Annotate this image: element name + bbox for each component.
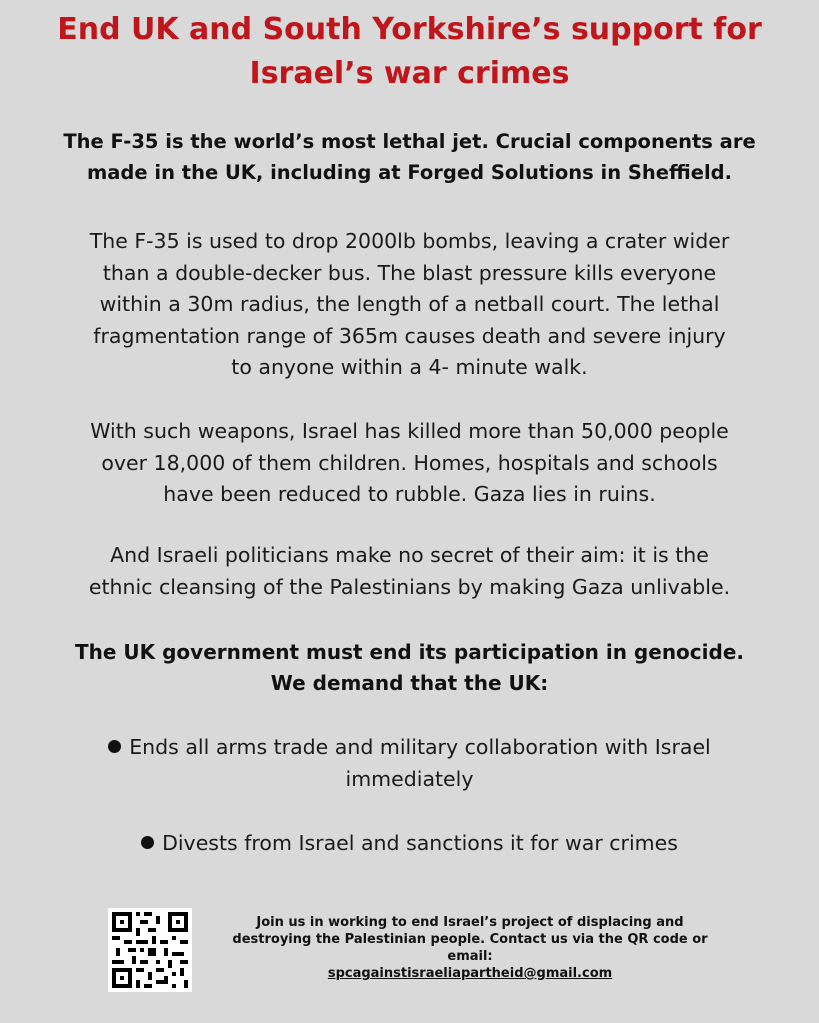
- lead-statement: [40, 126, 779, 188]
- bullet-text: Divests from Israel and sanctions it for war crimes: [162, 831, 678, 855]
- contact-email-link[interactable]: spcagainstisraeliapartheid@gmail.com: [327, 966, 613, 981]
- title-line-1: End UK and South Yorkshire’s support for: [57, 12, 762, 47]
- qr-code-graphic: [108, 908, 192, 992]
- paragraph-f35: [40, 226, 779, 384]
- lead-line-2: made in the UK, including at Forged Solutions in Sheffield.: [86, 161, 733, 184]
- demand-bullet-divest: [40, 828, 779, 860]
- qr-code-icon[interactable]: [108, 908, 192, 992]
- demand-line-2: We demand that the UK:: [270, 671, 549, 695]
- paragraph-line: And Israeli politicians make no secret of their aim: it is the: [110, 543, 709, 567]
- paragraph-line: With such weapons, Israel has killed more than 50,000 people: [90, 419, 729, 443]
- footer-line-2: destroying the Palestinian people. Contact us via the QR code or: [232, 932, 708, 947]
- paragraph-line: The F-35 is used to drop 2000lb bombs, leaving a crater wider: [89, 229, 730, 253]
- demand-heading: [40, 637, 779, 699]
- paragraph-line: to anyone within a 4- minute walk.: [231, 355, 588, 379]
- contact-footer: [210, 914, 730, 982]
- bullet-dot-icon: [108, 740, 121, 753]
- paragraph-line: have been reduced to rubble. Gaza lies in ruins.: [163, 482, 656, 506]
- paragraph-line: within a 30m radius, the length of a netball court. The lethal: [99, 292, 720, 316]
- paragraph-aim: [40, 540, 779, 603]
- footer-line-1: Join us in working to end Israel’s project of displacing and: [256, 915, 684, 930]
- footer-line-3: email:: [447, 949, 493, 964]
- demand-bullet-arms: [40, 732, 779, 795]
- lead-line-1: The F-35 is the world’s most lethal jet. Crucial components are: [63, 130, 756, 153]
- paragraph-line: over 18,000 of them children. Homes, hospitals and schools: [101, 450, 718, 475]
- demand-line-1: The UK government must end its participation in genocide.: [75, 640, 744, 664]
- bullet-dot-icon: [141, 836, 154, 849]
- poster-title: [40, 8, 779, 96]
- paragraph-line: than a double-decker bus. The blast pressure kills everyone: [102, 260, 717, 285]
- paragraph-line: fragmentation range of 365m causes death and severe injury: [93, 323, 726, 348]
- paragraph-casualties: [40, 416, 779, 511]
- title-line-2: Israel’s war crimes: [249, 56, 570, 91]
- bullet-text-continued: immediately: [345, 766, 474, 791]
- bullet-text: Ends all arms trade and military collaboration with Israel: [129, 735, 711, 759]
- paragraph-line: ethnic cleansing of the Palestinians by making Gaza unlivable.: [88, 574, 731, 599]
